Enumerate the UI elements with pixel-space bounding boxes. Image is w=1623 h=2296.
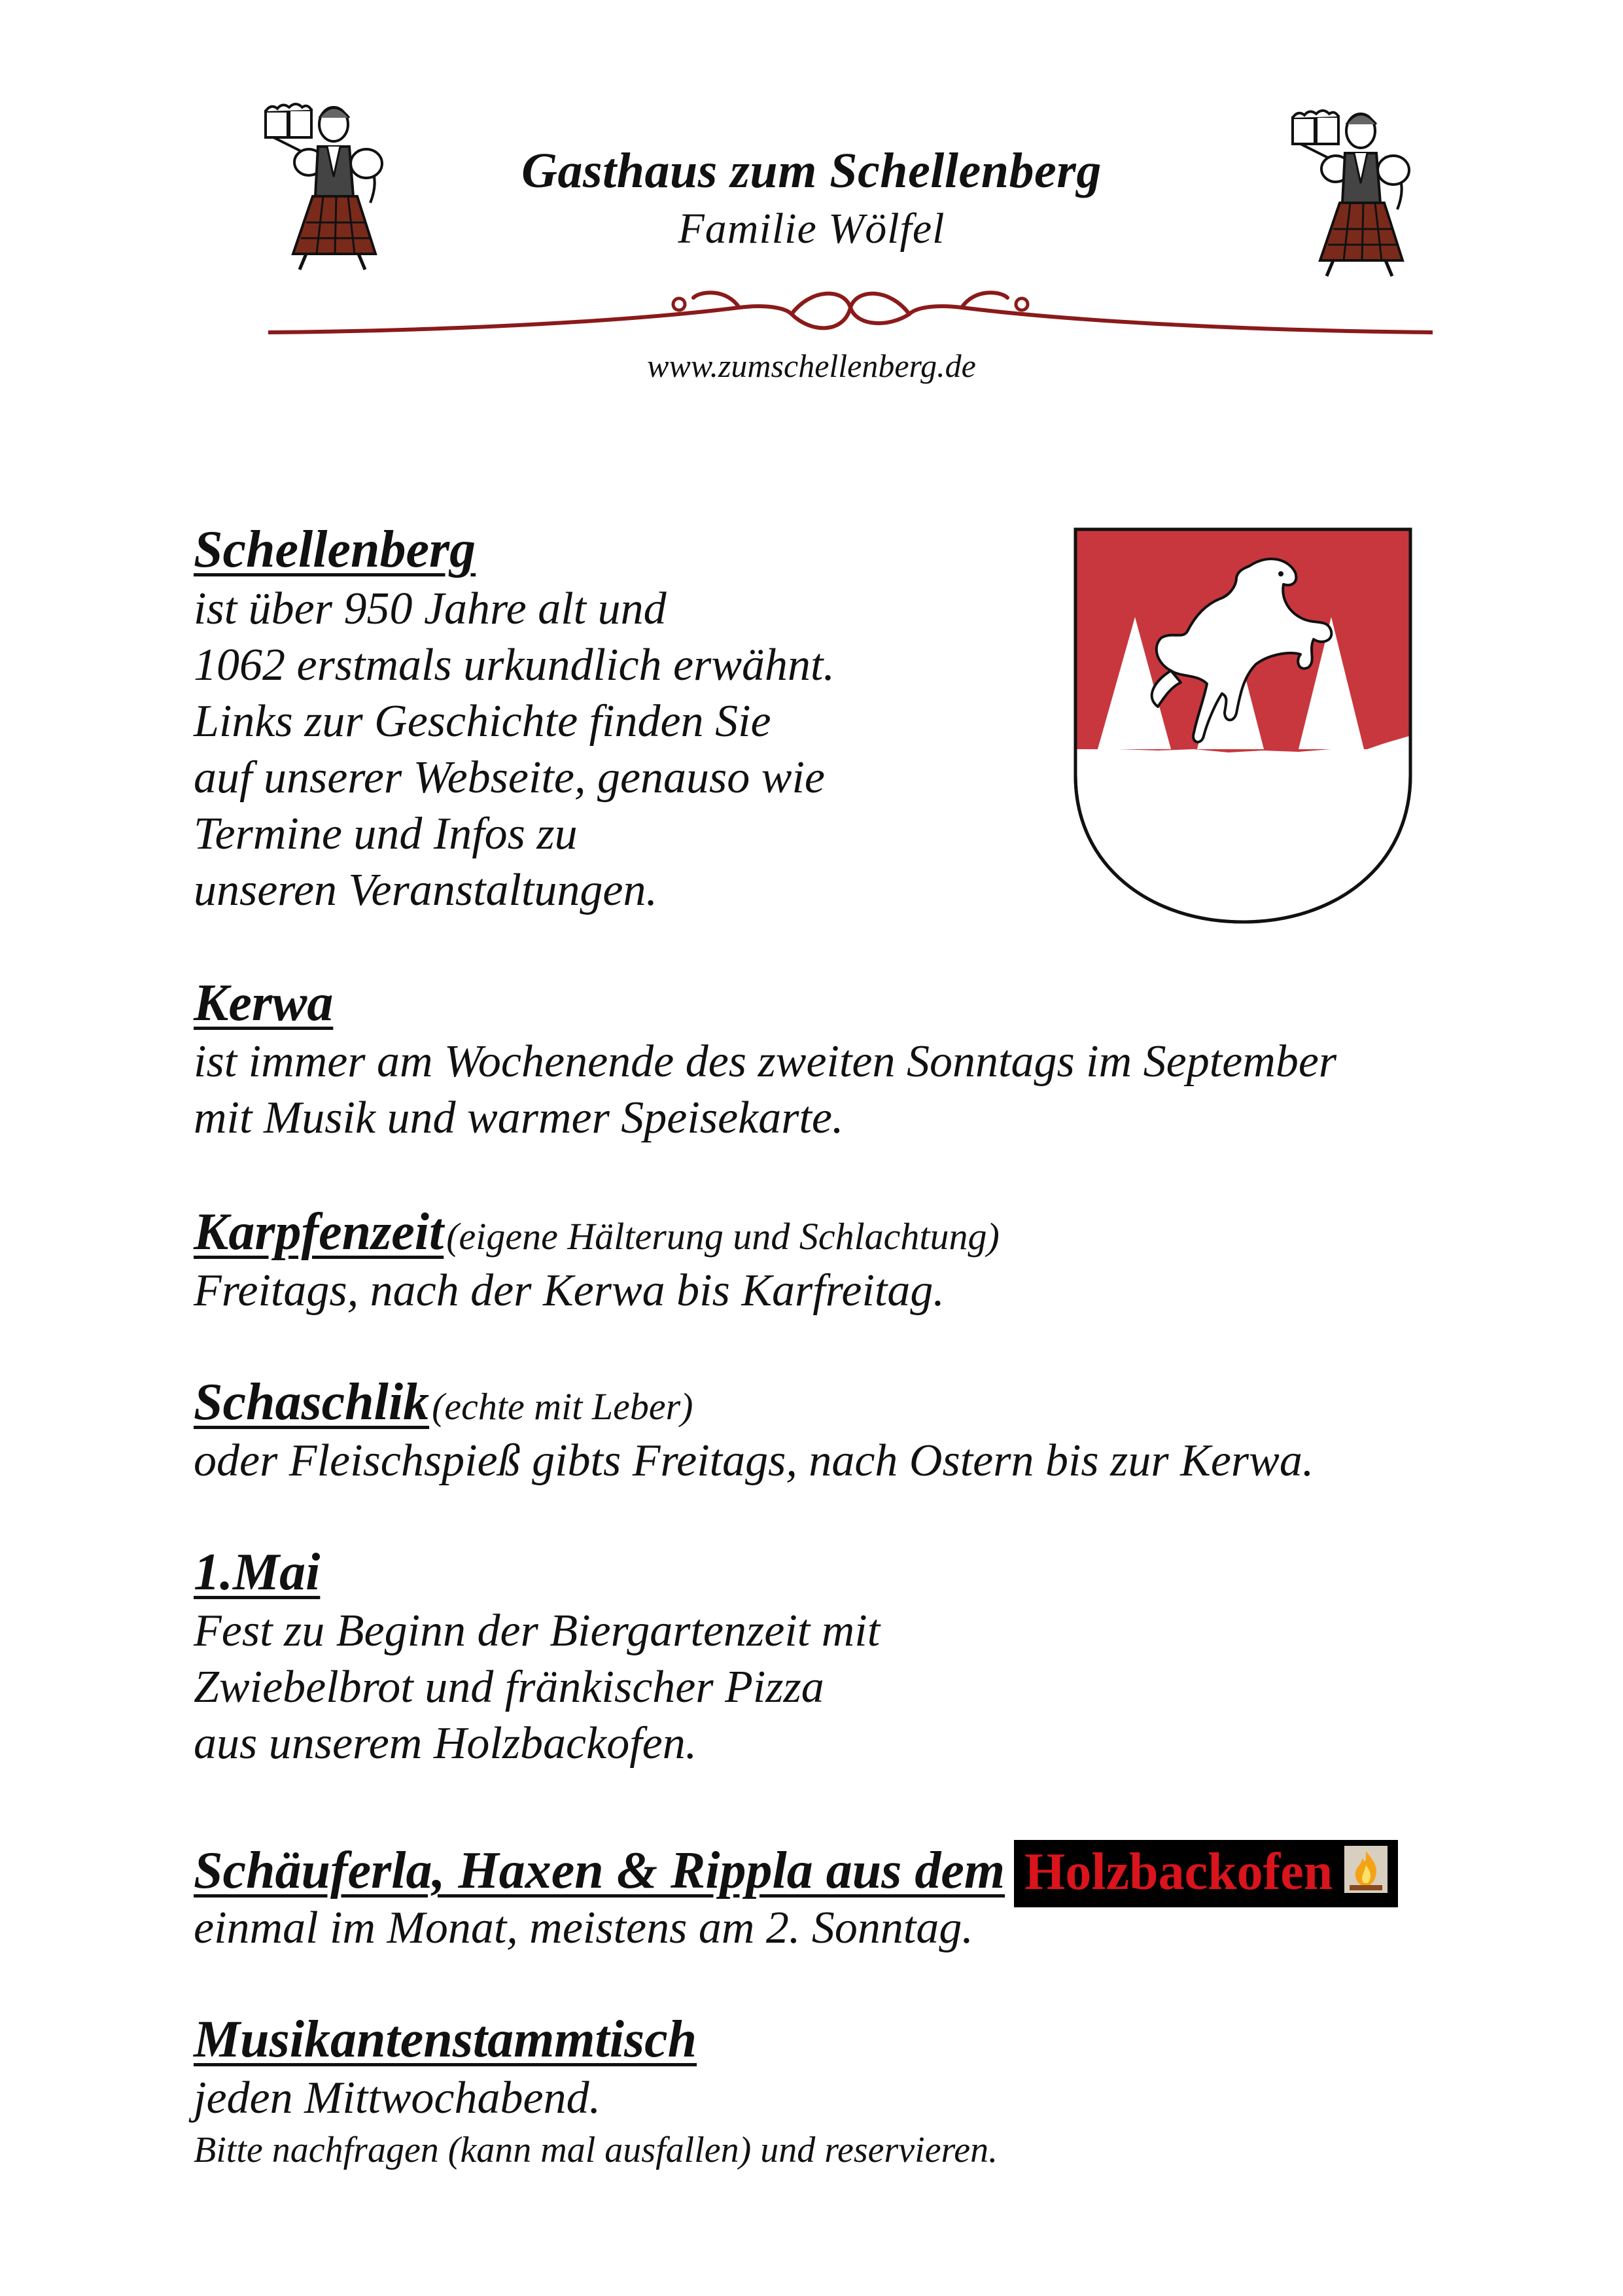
footnote-text: Bitte nachfragen (kann mal ausfallen) und reservieren. xyxy=(194,2130,998,2170)
section-header-schaschlik xyxy=(194,1373,693,1432)
restaurant-title: Gasthaus zum Schellenberg xyxy=(521,143,1102,198)
section-note-schaschlik: (echte mit Leber) xyxy=(432,1385,693,1428)
text-line: auf unserer Webseite, genauso wie xyxy=(194,752,825,803)
banner-label: Holzbackofen xyxy=(1024,1843,1333,1901)
section-body-kerwa xyxy=(194,1034,1336,1146)
section-heading-schaeuferla: Schäuferla, Haxen & Rippla aus dem xyxy=(194,1842,1005,1899)
section-body-mai xyxy=(194,1603,880,1772)
text-line: unseren Veranstaltungen. xyxy=(194,865,657,915)
section-heading-mai: 1.Mai xyxy=(194,1544,321,1601)
coat-of-arms-icon xyxy=(1073,527,1413,926)
section-heading-musikanten: Musikantenstammtisch xyxy=(194,2011,697,2068)
family-subtitle: Familie Wölfel xyxy=(678,205,945,253)
flourish-divider-icon xyxy=(268,268,1433,340)
text-line: einmal im Monat, meistens am 2. Sonntag. xyxy=(194,1903,973,1953)
text-line: mit Musik und warmer Speisekarte. xyxy=(194,1093,844,1143)
text-line: oder Fleischspieß gibts Freitags, nach Ostern bis zur Kerwa. xyxy=(194,1436,1314,1486)
holzbackofen-banner xyxy=(1014,1840,1398,1907)
section-note-karpfenzeit: (eigene Hälterung und Schlachtung) xyxy=(446,1215,1000,1258)
section-body-karpfenzeit xyxy=(194,1263,945,1319)
text-line: Zwiebelbrot und fränkischer Pizza xyxy=(194,1662,824,1712)
fire-icon xyxy=(1344,1846,1387,1893)
text-line: jeden Mittwochabend. xyxy=(194,2073,601,2123)
text-line: Termine und Infos zu xyxy=(194,809,578,859)
section-header-schaeuferla xyxy=(194,1840,1398,1907)
text-line: Freitags, nach der Kerwa bis Karfreitag. xyxy=(194,1265,945,1316)
section-heading-schaschlik: Schaschlik xyxy=(194,1373,430,1431)
section-body-schaeuferla xyxy=(194,1900,973,1956)
text-line: Fest zu Beginn der Biergartenzeit mit xyxy=(194,1606,881,1656)
section-heading-karpfenzeit: Karpfenzeit xyxy=(194,1203,444,1261)
text-line: Links zur Geschichte finden Sie xyxy=(194,696,771,747)
text-line: 1062 erstmals urkundlich erwähnt. xyxy=(194,640,835,690)
text-line: aus unserem Holzbackofen. xyxy=(194,1718,697,1769)
section-body-musikanten xyxy=(194,2070,998,2171)
website-url[interactable]: www.zumschellenberg.de xyxy=(647,347,976,384)
text-line: ist über 950 Jahre alt und xyxy=(194,584,667,634)
section-heading-schellenberg: Schellenberg xyxy=(194,521,476,578)
section-heading-kerwa: Kerwa xyxy=(194,974,334,1032)
section-body-schellenberg xyxy=(194,581,835,919)
text-line: ist immer am Wochenende des zweiten Sonntags im September xyxy=(194,1036,1337,1087)
section-header-karpfenzeit xyxy=(194,1203,1000,1262)
section-body-schaschlik xyxy=(194,1433,1314,1489)
